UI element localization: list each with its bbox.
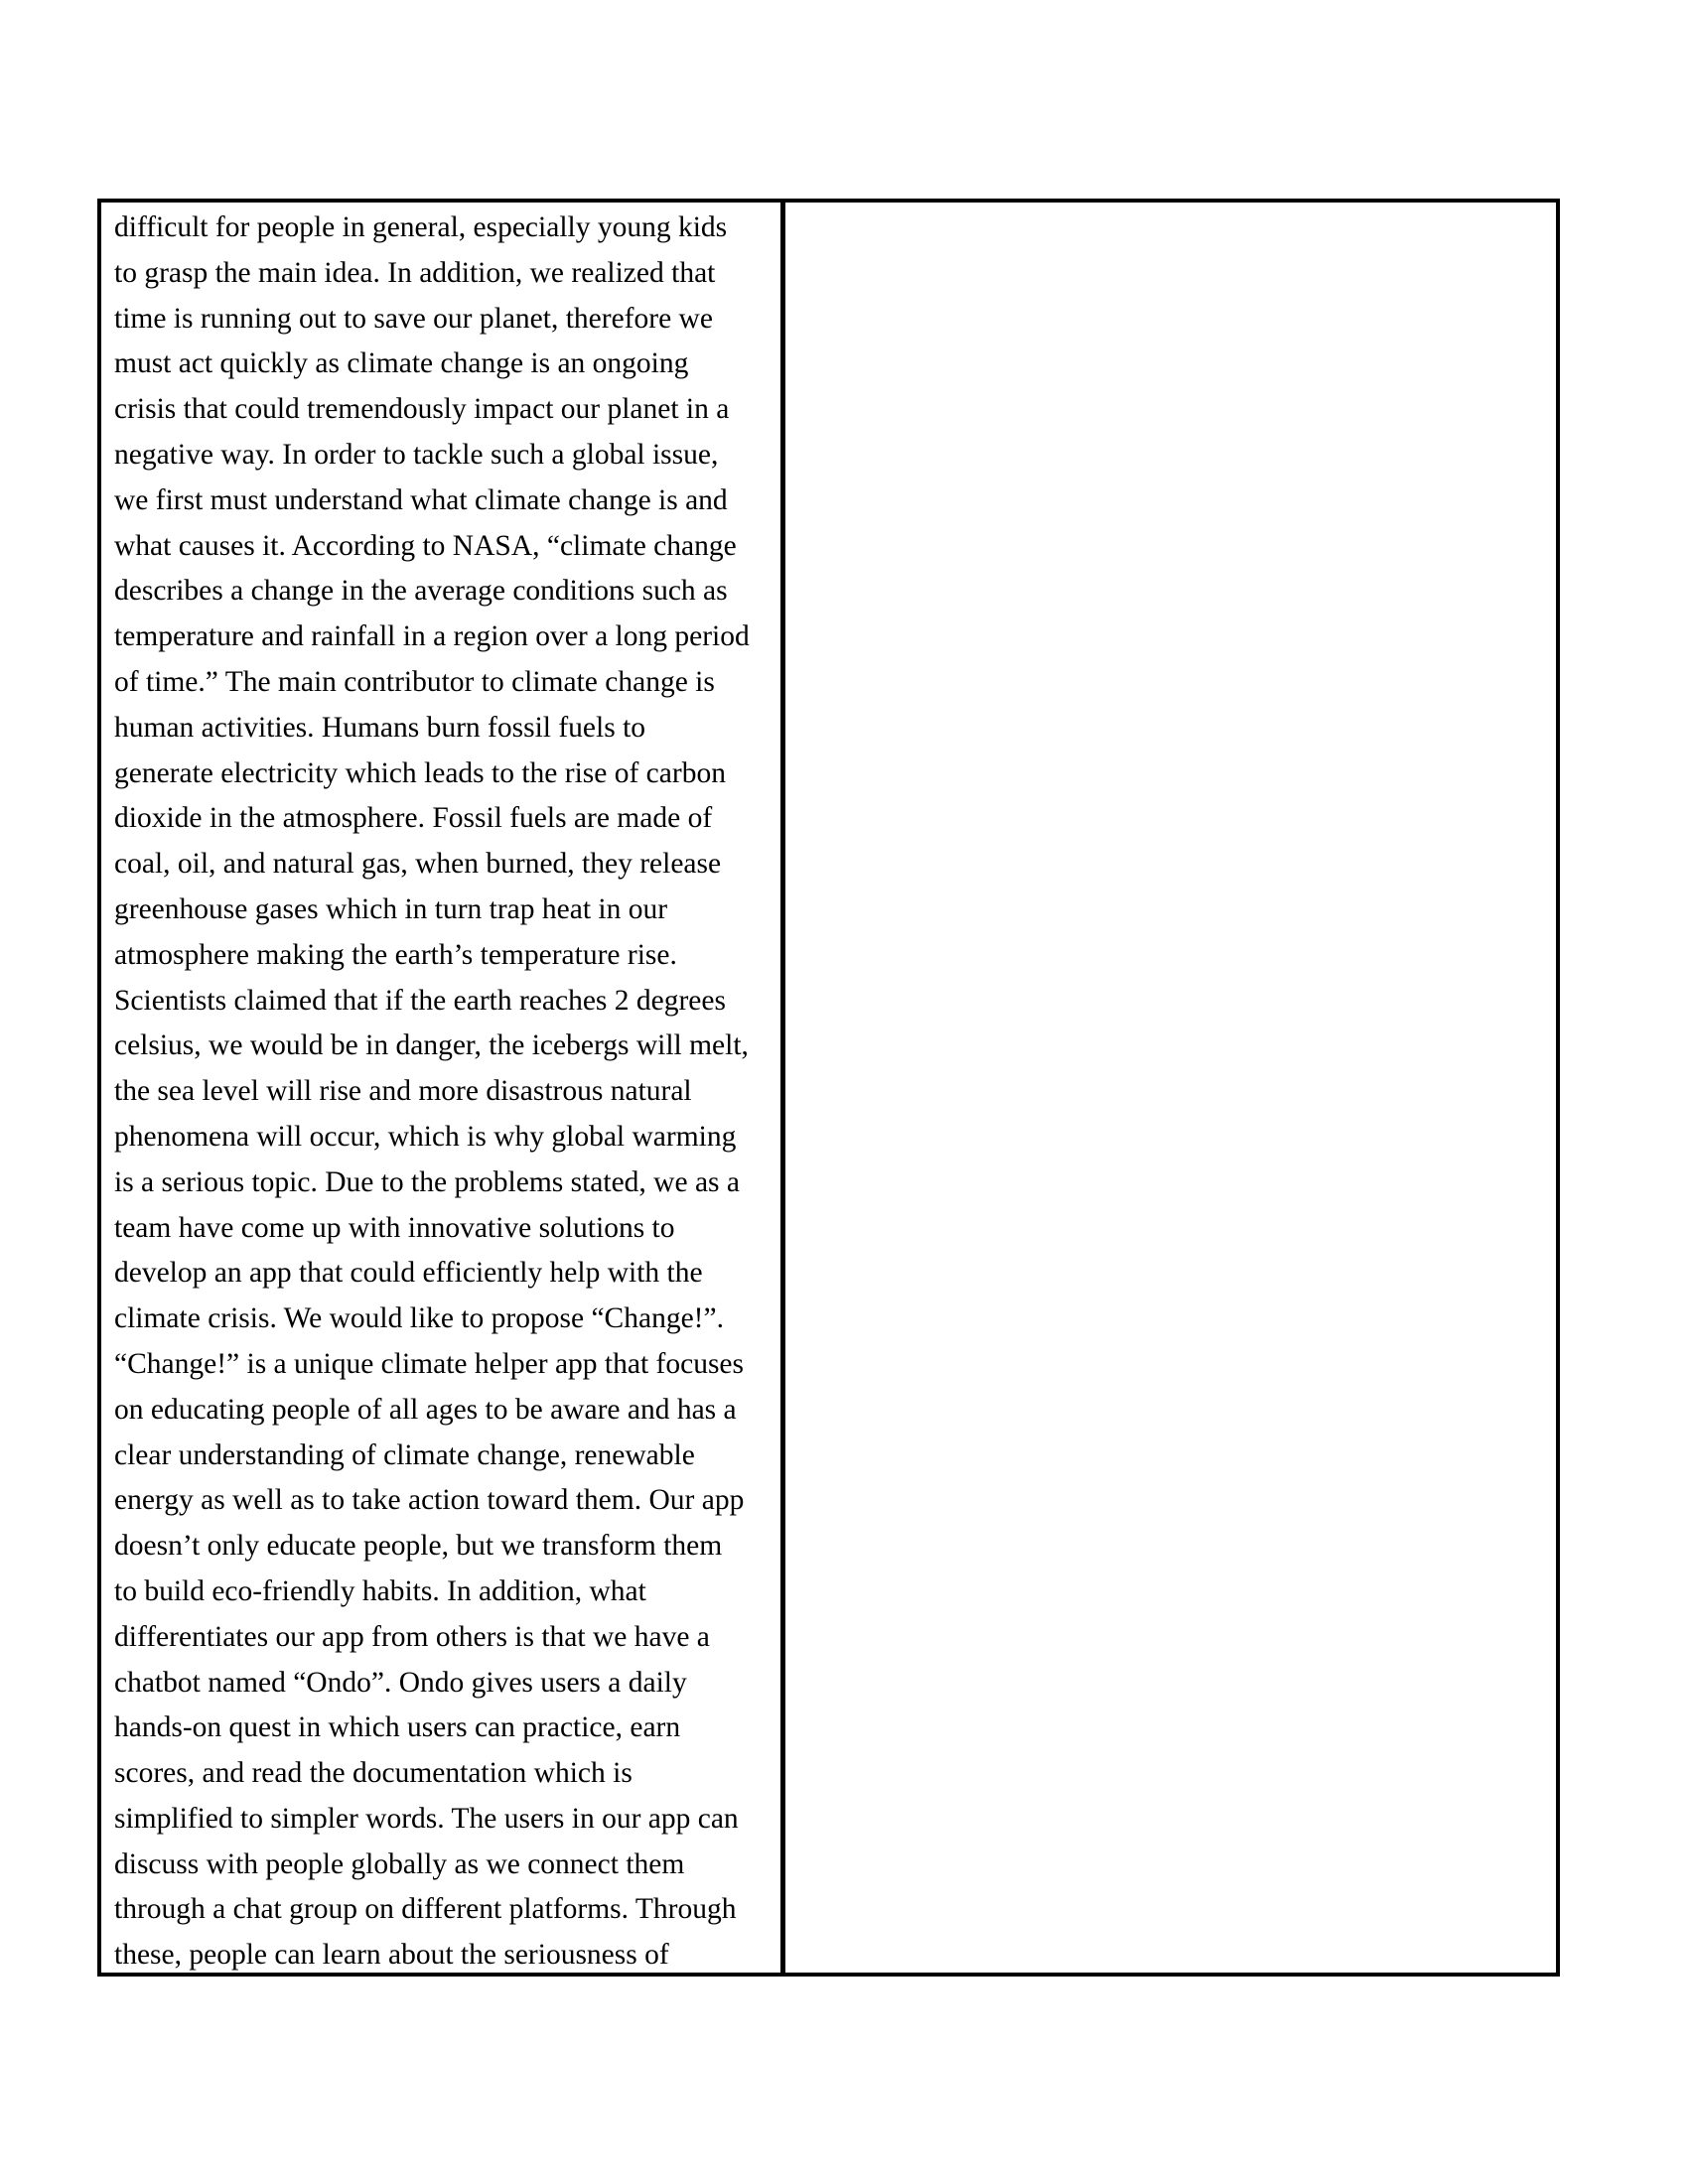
paragraph-line: clear understanding of climate change, renewable: [114, 1438, 695, 1471]
paragraph-line: must act quickly as climate change is an ongoing: [114, 347, 689, 380]
paragraph-line: what causes it. According to NASA, “climate change: [114, 529, 737, 562]
paragraph-line: through a chat group on different platforms. Through: [114, 1893, 737, 1926]
paragraph-line: to build eco-friendly habits. In addition, what: [114, 1574, 646, 1607]
paragraph-line: greenhouse gases which in turn trap heat in our: [114, 892, 668, 925]
paragraph-line: difficult for people in general, especially young kids: [114, 211, 728, 243]
paragraph-line: we first must understand what climate change is and: [114, 483, 728, 516]
paragraph-line: doesn’t only educate people, but we transform them: [114, 1530, 723, 1563]
document-table: [97, 199, 1560, 1977]
paragraph-line: simplified to simpler words. The users in our app can: [114, 1802, 739, 1835]
paragraph-line: celsius, we would be in danger, the icebergs will melt,: [114, 1029, 749, 1062]
paragraph-line: human activities. Humans burn fossil fuels to: [114, 711, 646, 744]
table-cell-right-empty: [785, 203, 1556, 1973]
paragraph-line: these, people can learn about the seriousness of: [114, 1939, 669, 1972]
paragraph-line: develop an app that could efficiently help with the: [114, 1257, 703, 1290]
paragraph-line: dioxide in the atmosphere. Fossil fuels are made of: [114, 802, 713, 835]
paragraph-line: climate crisis. We would like to propose “Change!”.: [114, 1302, 724, 1335]
paragraph-line: to grasp the main idea. In addition, we realized that: [114, 256, 716, 289]
paragraph-line: the sea level will rise and more disastrous natural: [114, 1075, 692, 1108]
paragraph-line: phenomena will occur, which is why global warming: [114, 1120, 737, 1153]
table-cell-left: [101, 203, 785, 1973]
paragraph-line: is a serious topic. Due to the problems stated, we as a: [114, 1165, 741, 1198]
paragraph-line: discuss with people globally as we connect them: [114, 1847, 685, 1880]
paragraph-line: crisis that could tremendously impact our planet in a: [114, 393, 730, 426]
paragraph-line: hands-on quest in which users can practice, earn: [114, 1711, 681, 1744]
paragraph-line: team have come up with innovative solutions to: [114, 1211, 675, 1244]
paragraph-line: of time.” The main contributor to climate change is: [114, 665, 715, 698]
paragraph-line: temperature and rainfall in a region over a long period: [114, 620, 750, 653]
paragraph-line: atmosphere making the earth’s temperature rise.: [114, 938, 677, 971]
paragraph-line: “Change!” is a unique climate helper app that focuses: [114, 1347, 745, 1380]
paragraph-line: coal, oil, and natural gas, when burned, they release: [114, 848, 722, 881]
paragraph-line: energy as well as to take action toward them. Our app: [114, 1484, 745, 1517]
paragraph-line: on educating people of all ages to be aware and has a: [114, 1393, 737, 1426]
paragraph-line: scores, and read the documentation which is: [114, 1757, 633, 1790]
paragraph-line: generate electricity which leads to the rise of carbon: [114, 756, 726, 789]
paragraph-line: differentiates our app from others is that we have a: [114, 1620, 710, 1653]
paragraph-line: negative way. In order to tackle such a global issue,: [114, 438, 719, 471]
paragraph-line: chatbot named “Ondo”. Ondo gives users a daily: [114, 1666, 687, 1699]
paragraph-line: Scientists claimed that if the earth reaches 2 degrees: [114, 984, 726, 1017]
paragraph-line: time is running out to save our planet, therefore we: [114, 302, 713, 335]
paragraph-line: describes a change in the average conditions such as: [114, 575, 728, 608]
